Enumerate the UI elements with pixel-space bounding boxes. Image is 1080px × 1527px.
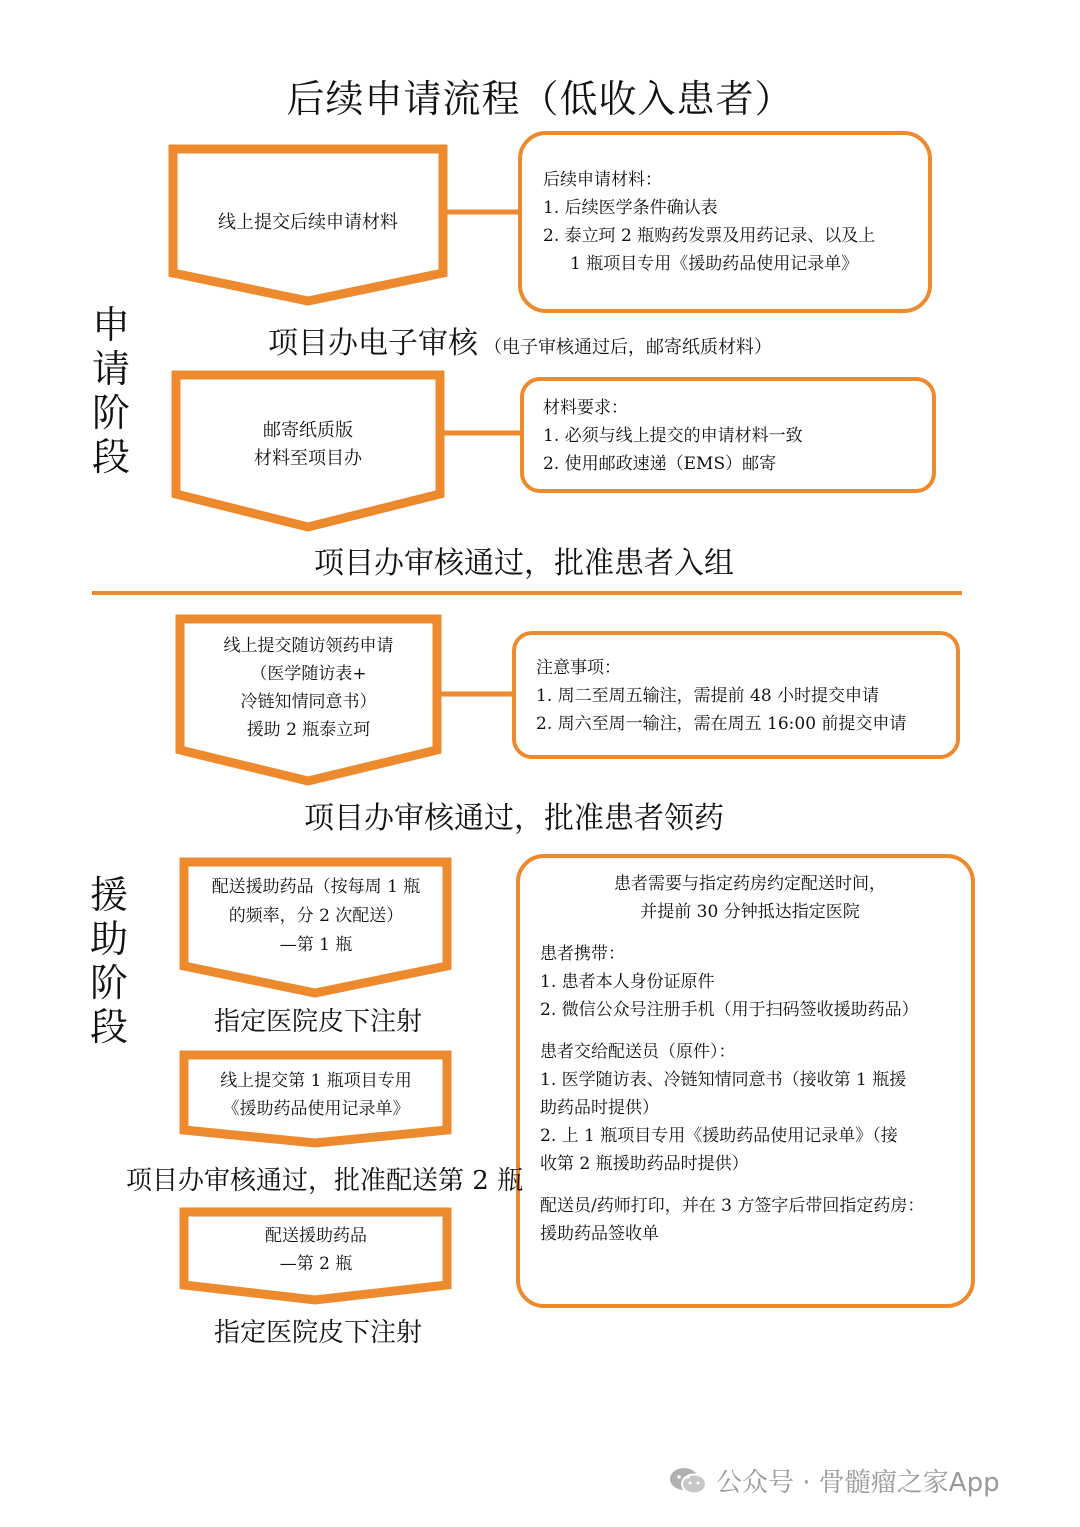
stage-apply-char: 申 <box>91 303 130 347</box>
step-text: 线上提交第 1 瓶项目专用 <box>220 1071 412 1091</box>
note-delivery-top <box>540 870 960 926</box>
note-line: 2. 微信公众号注册手机（用于扫码签收援助药品） <box>540 1000 919 1020</box>
note-line: 患者携带： <box>540 944 625 964</box>
review-electronic-main: 项目办电子审核 <box>268 326 478 361</box>
inject-second: 指定医院皮下注射 <box>214 1318 423 1348</box>
step-followup-request <box>186 625 431 751</box>
step-mail-paper <box>183 382 433 508</box>
note-line: 1. 患者本人身份证原件 <box>540 972 715 992</box>
step-text: 邮寄纸质版 <box>263 420 353 441</box>
note-requirements <box>543 394 923 478</box>
step-text: 配送援助药品 <box>265 1226 367 1246</box>
note-line: 2. 使用邮政速递（EMS）邮寄 <box>543 454 777 474</box>
approve-drug: 项目办审核通过，批准患者领药 <box>304 801 724 836</box>
note-line: 1 瓶项目专用《援助药品使用记录单》 <box>543 254 859 274</box>
note-delivery <box>540 870 960 1248</box>
approve-second: 项目办审核通过，批准配送第 2 瓶 <box>126 1166 524 1196</box>
note-line: 1. 周二至周五输注，需提前 48 小时提交申请 <box>536 686 880 706</box>
note-line: 并提前 30 分钟抵达指定医院 <box>640 902 860 922</box>
stage-aid-char: 援 <box>89 873 128 917</box>
watermark <box>668 1462 1000 1499</box>
note-line: 2. 泰立珂 2 瓶购药发票及用药记录、以及上 <box>543 226 876 246</box>
note-line: 注意事项： <box>536 658 621 678</box>
step-text: 的频率，分 2 次配送） <box>228 905 404 926</box>
note-line: 后续申请材料： <box>543 170 662 190</box>
stage-apply-char: 阶 <box>91 391 130 435</box>
watermark-text: 公众号 · 骨髓瘤之家App <box>716 1468 1000 1498</box>
stage-aid-char: 助 <box>89 917 128 961</box>
note-line: 援助药品签收单 <box>540 1224 659 1244</box>
note-line: 患者需要与指定药房约定配送时间， <box>614 874 886 894</box>
stage-apply-char: 段 <box>91 435 130 479</box>
stage-label-apply <box>86 303 136 479</box>
inject-first: 指定医院皮下注射 <box>214 1007 423 1037</box>
step-text: 《援助药品使用记录单》 <box>222 1099 410 1119</box>
page-title: 后续申请流程（低收入患者） <box>286 77 794 121</box>
note-line: 2. 上 1 瓶项目专用《援助药品使用记录单》（接 <box>540 1126 898 1146</box>
stage-label-aid <box>84 873 134 1049</box>
note-line <box>540 1024 960 1038</box>
step-deliver-first <box>190 870 442 962</box>
stage-apply-char: 请 <box>91 347 130 391</box>
note-line: 1. 后续医学条件确认表 <box>543 198 718 218</box>
note-line: 1. 必须与线上提交的申请材料一致 <box>543 426 803 446</box>
review-electronic <box>268 318 772 362</box>
note-line: 助药品时提供） <box>540 1098 659 1118</box>
note-line: 2. 周六至周一输注，需在周五 16:00 前提交申请 <box>536 714 907 734</box>
step-text: 材料至项目办 <box>254 448 362 469</box>
note-line: 患者交给配送员（原件）： <box>540 1042 736 1062</box>
note-line <box>540 1178 960 1192</box>
step-text: 冷链知情同意书） <box>240 692 377 712</box>
review-electronic-sub: （电子审核通过后，邮寄纸质材料） <box>484 337 772 358</box>
step-text: 配送援助药品（按每周 1 瓶 <box>211 876 421 897</box>
note-line: 收第 2 瓶援助药品时提供） <box>540 1154 749 1174</box>
note-line: 材料要求： <box>543 398 628 418</box>
step-submit-materials <box>180 158 436 288</box>
step-text: 线上提交后续申请材料 <box>218 212 398 233</box>
step-deliver-second <box>190 1218 442 1282</box>
approve-group: 项目办审核通过，批准患者入组 <box>314 546 734 581</box>
note-materials <box>543 166 923 278</box>
step-text: 线上提交随访领药申请 <box>223 636 394 656</box>
step-submit-record <box>190 1062 442 1128</box>
note-line: 1. 医学随访表、冷链知情同意书（接收第 1 瓶援 <box>540 1070 907 1090</box>
step-text: （医学随访表+ <box>250 664 367 684</box>
step-text: —第 1 瓶 <box>279 934 353 955</box>
step-text: —第 2 瓶 <box>279 1254 353 1274</box>
note-line: 配送员/药师打印，并在 3 方签字后带回指定药房： <box>540 1196 925 1216</box>
stage-aid-char: 阶 <box>89 961 128 1005</box>
step-text: 援助 2 瓶泰立珂 <box>246 720 371 740</box>
note-notice <box>536 654 956 738</box>
wechat-icon <box>668 1465 708 1497</box>
stage-aid-char: 段 <box>89 1005 128 1049</box>
